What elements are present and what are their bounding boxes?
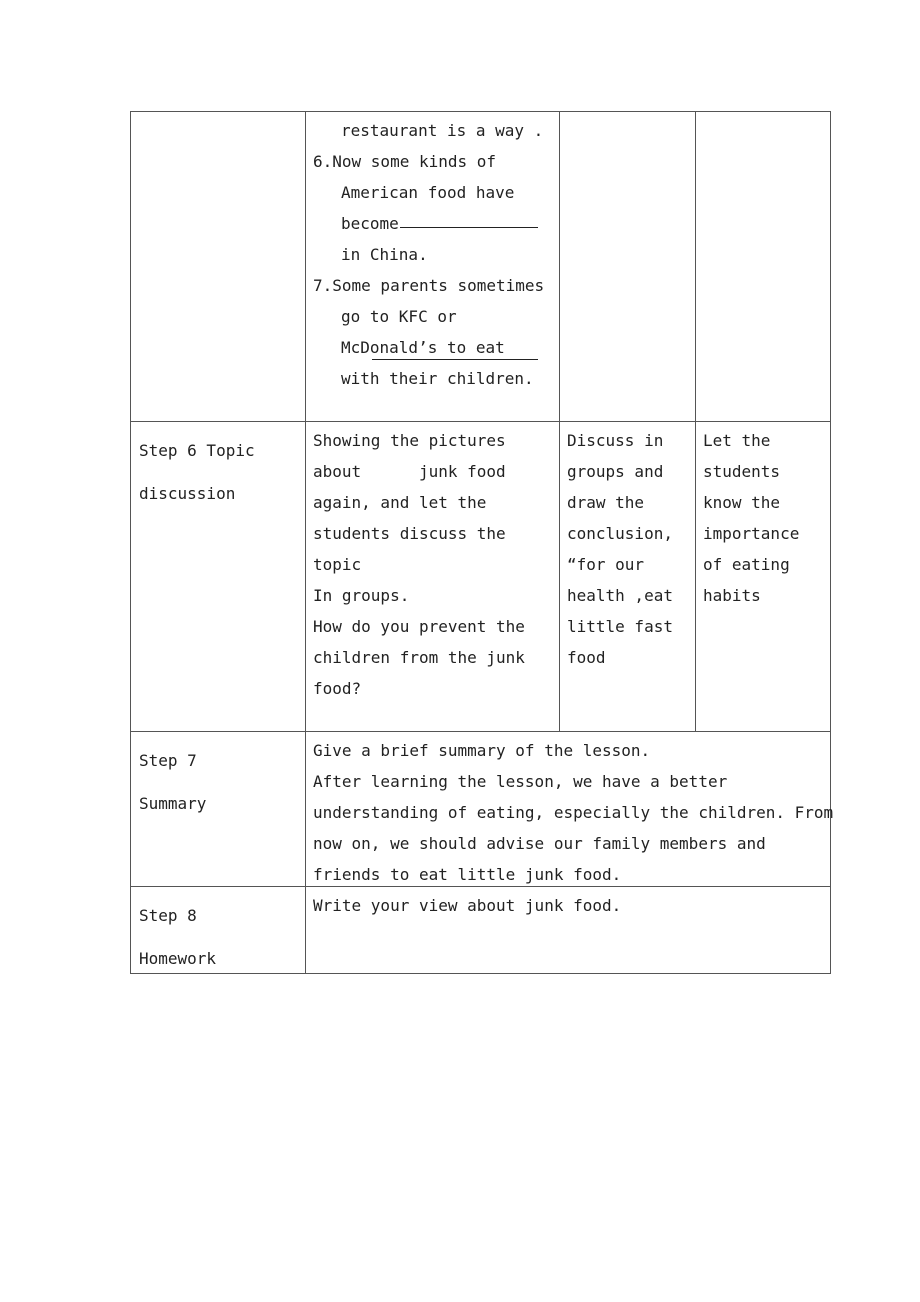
purpose-line: importance <box>703 524 800 543</box>
row-divider-3 <box>130 886 831 887</box>
step-label: Homework <box>139 949 217 968</box>
step-label: Step 8 <box>139 906 197 925</box>
row-divider-1 <box>130 421 831 422</box>
teacher-activity-line: again, and let the <box>313 493 487 512</box>
student-activity-line: conclusion, <box>567 524 673 543</box>
purpose-line: habits <box>703 586 761 605</box>
summary-line: After learning the lesson, we have a better <box>313 772 728 791</box>
teacher-activity-line: In groups. <box>313 586 410 605</box>
purpose-line: of eating <box>703 555 790 574</box>
summary-line: friends to eat little junk food. <box>313 865 622 884</box>
table-border-bottom <box>130 973 831 974</box>
activity-line: go to KFC or <box>341 307 457 326</box>
teacher-activity-line: children from the junk <box>313 648 525 667</box>
activity-line: become <box>341 214 399 233</box>
row-divider-2 <box>130 731 831 732</box>
summary-line: understanding of eating, especially the children. From <box>313 803 834 822</box>
student-activity-line: draw the <box>567 493 645 512</box>
teacher-activity-line: topic <box>313 555 362 574</box>
activity-line: 6.Now some kinds of <box>313 152 497 171</box>
activity-line: American food have <box>341 183 515 202</box>
teacher-activity-line: Showing the pictures <box>313 431 506 450</box>
student-activity-line: groups and <box>567 462 664 481</box>
step-label: Step 7 <box>139 751 197 770</box>
fill-in-blank <box>400 227 538 228</box>
student-activity-line: “for our <box>567 555 645 574</box>
summary-line: now on, we should advise our family members and <box>313 834 766 853</box>
activity-line: with their children. <box>341 369 534 388</box>
column-divider-1 <box>305 111 306 974</box>
student-activity-line: health ,eat <box>567 586 673 605</box>
column-divider-2 <box>559 111 560 732</box>
purpose-line: students <box>703 462 781 481</box>
activity-line: restaurant is a way . <box>341 121 544 140</box>
student-activity-line: little fast <box>567 617 673 636</box>
teacher-activity-line: students discuss the <box>313 524 506 543</box>
purpose-line: Let the <box>703 431 771 450</box>
purpose-line: know the <box>703 493 781 512</box>
student-activity-line: food <box>567 648 606 667</box>
table-border-top <box>130 111 831 112</box>
teacher-activity-line: food? <box>313 679 362 698</box>
step-label: Summary <box>139 794 207 813</box>
step-label: discussion <box>139 484 236 503</box>
table-border-left <box>130 111 131 974</box>
summary-line: Give a brief summary of the lesson. <box>313 741 651 760</box>
activity-line: 7.Some parents sometimes <box>313 276 545 295</box>
teacher-activity-line: about junk food <box>313 462 506 481</box>
fill-in-blank <box>372 359 538 360</box>
activity-line: in China. <box>341 245 428 264</box>
teacher-activity-line: How do you prevent the <box>313 617 525 636</box>
homework-line: Write your view about junk food. <box>313 896 622 915</box>
student-activity-line: Discuss in <box>567 431 664 450</box>
column-divider-3 <box>695 111 696 732</box>
table-border-right <box>830 111 831 974</box>
step-label: Step 6 Topic <box>139 441 255 460</box>
activity-line: McDonald’s to eat <box>341 338 505 357</box>
